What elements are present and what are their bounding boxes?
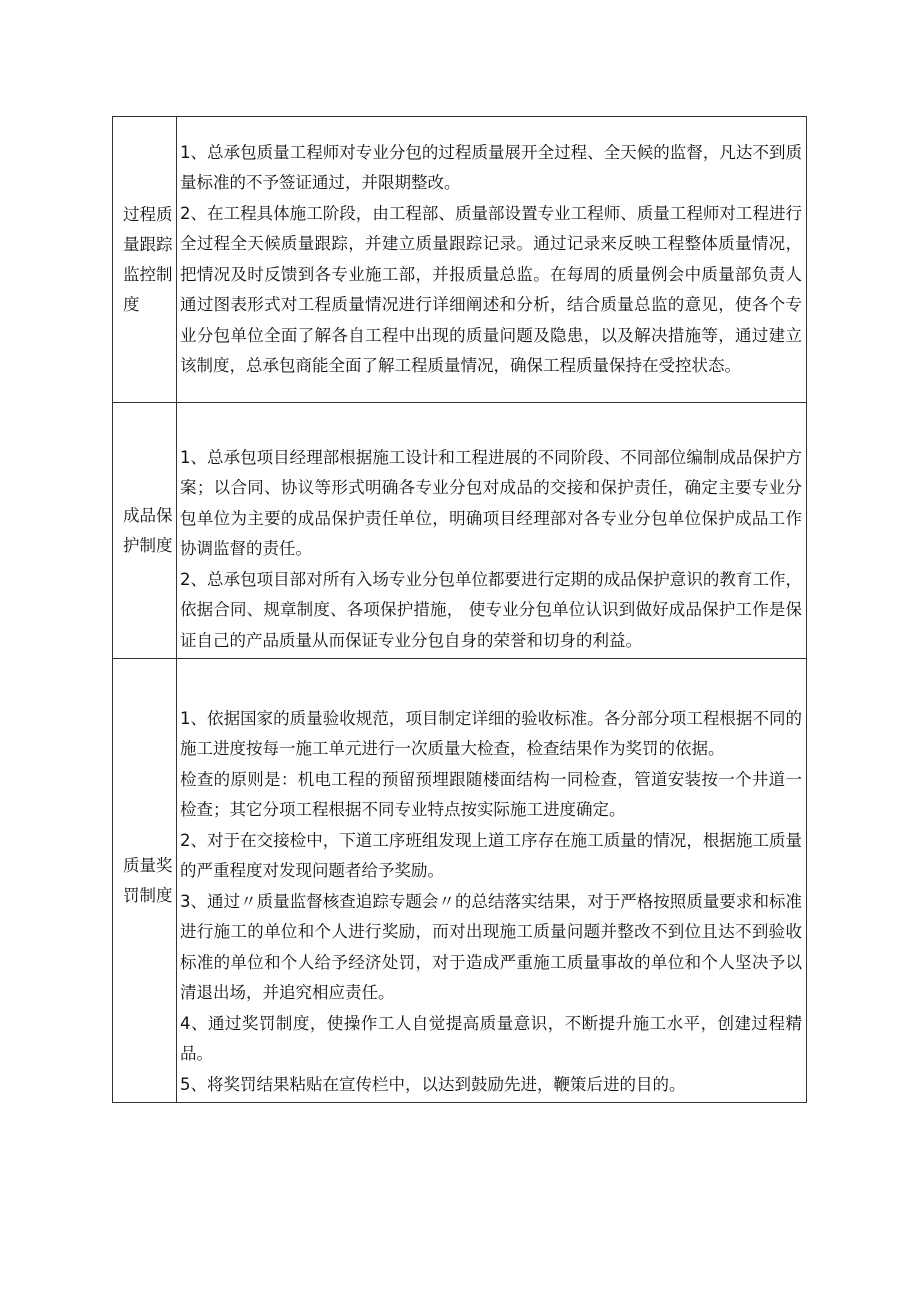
paragraph: 2、总承包项目部对所有入场专业分包单位都要进行定期的成品保护意识的教育工作，依据合同、规章制度、各项保护措施， 使专业分包单位认识到做好成品保护工作是保证自己的产品质量从而保证专业分包自身的荣誉和切身的利益。 bbox=[180, 569, 802, 650]
paragraph: 4、通过奖罚制度，使操作工人自觉提高质量意识，不断提升施工水平，创建过程精品。 bbox=[180, 1013, 802, 1063]
paragraph: 2、在工程具体施工阶段，由工程部、质量部设置专业工程师、质量工程师对工程进行全过程全天候质量跟踪，并建立质量跟踪记录。通过记录来反映工程整体质量情况，把情况及时反馈到各专业施工部，并报质量总监。在每周的质量例会中质量部负责人通过图表形式对工程质量情况进行详细阐述和分析，结合质量总监的意见，使各个专业分包单位全面了解各自工程中出现的质量问题及隐患，以及解决措施等，通过建立该制度，总承包商能全面了解工程质量情况，确保工程质量保持在受控状态。 bbox=[180, 203, 802, 375]
paragraph: 1、总承包质量工程师对专业分包的过程质量展开全过程、全天候的监督，凡达不到质量标准的不予签证通过，并限期整改。 bbox=[180, 142, 802, 192]
paragraph: 5、将奖罚结果粘贴在宣传栏中，以达到鼓励先进，鞭策后进的目的。 bbox=[180, 1074, 686, 1094]
row-label-process-quality-tracking: 过程质量跟踪监控制度 bbox=[113, 117, 177, 403]
regulations-table bbox=[112, 116, 807, 1103]
row-label-finished-product-protection: 成品保护制度 bbox=[113, 403, 177, 659]
table-row bbox=[113, 659, 807, 1103]
paragraph: 1、总承包项目经理部根据施工设计和工程进展的不同阶段、不同部位编制成品保护方案；以合同、协议等形式明确各专业分包对成品的交接和保护责任，确定主要专业分包单位为主要的成品保护责任单位，明确项目经理部对各专业分包单位保护成品工作协调监督的责任。 bbox=[180, 447, 802, 558]
paragraph: 3、通过〃质量监督核查追踪专题会〃的总结落实结果，对于严格按照质量要求和标准进行施工的单位和个人进行奖励，而对出现施工质量问题并整改不到位且达不到验收标准的单位和个人给予经济处罚，对于造成严重施工质量事故的单位和个人坚决予以清退出场，并追究相应责任。 bbox=[180, 891, 802, 1002]
table-row bbox=[113, 117, 807, 403]
row-content-quality-reward-penalty bbox=[177, 659, 807, 1103]
paragraph: 1、依据国家的质量验收规范，项目制定详细的验收标准。各分部分项工程根据不同的施工进度按每一施工单元进行一次质量大检查，检查结果作为奖罚的依据。 bbox=[180, 708, 802, 758]
paragraph: 2、对于在交接检中，下道工序班组发现上道工序存在施工质量的情况，根据施工质量的严重程度对发现问题者给予奖励。 bbox=[180, 830, 802, 880]
row-content-process-quality-tracking bbox=[177, 117, 807, 403]
row-content-finished-product-protection bbox=[177, 403, 807, 659]
table-row bbox=[113, 403, 807, 659]
row-label-quality-reward-penalty: 质量奖罚制度 bbox=[113, 659, 177, 1103]
paragraph: 检查的原则是：机电工程的预留预埋跟随楼面结构一同检查，管道安装按一个井道一检查；其它分项工程根据不同专业特点按实际施工进度确定。 bbox=[180, 769, 802, 819]
